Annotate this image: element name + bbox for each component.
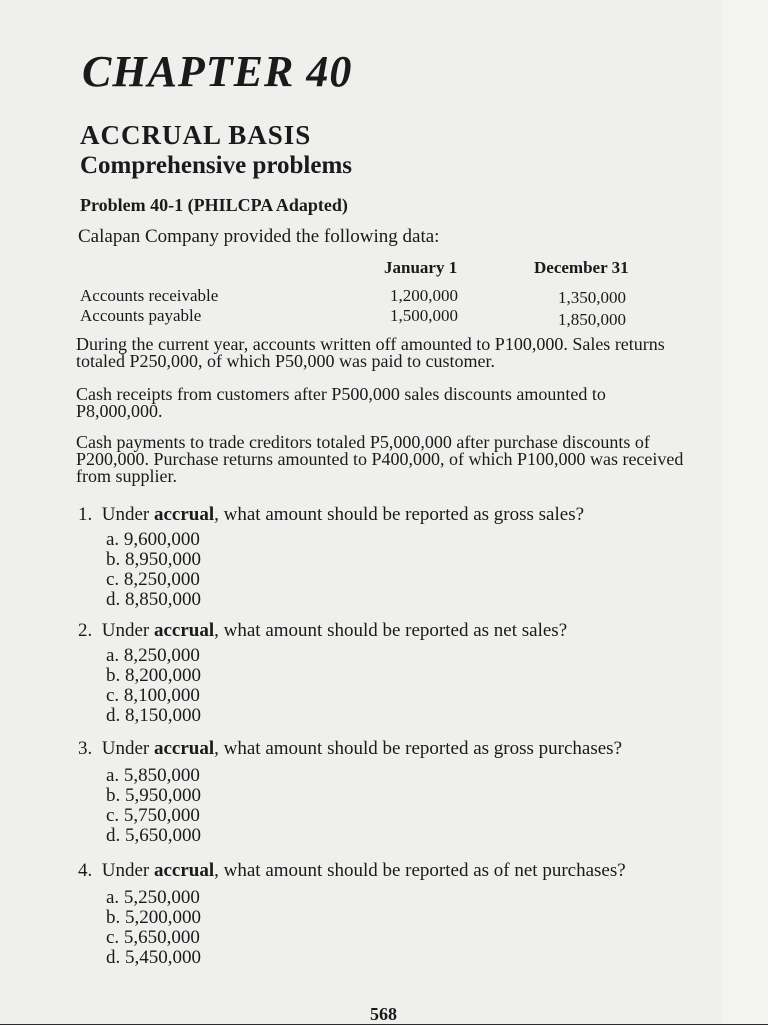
table-cell: 1,500,000 [390, 306, 458, 325]
option: a. 5,850,000 [106, 765, 200, 786]
paragraph: Cash payments to trade creditors totaled P5,000,000 after purchase discounts of P200,000. Purchase returns amounted to P400,000, of which P100,000 was received from supplier. [76, 432, 684, 486]
option: d. 5,450,000 [106, 947, 201, 968]
question-3: 3. Under accrual, what amount should be reported as gross purchases? [78, 738, 623, 759]
question-2-options [106, 646, 201, 726]
table-header-dec: December 31 [534, 258, 629, 277]
paragraph: During the current year, accounts written off amounted to P100,000. Sales returns totaled P250,000, of which P50,000 was paid to customer. [76, 334, 665, 371]
paragraph: Cash receipts from customers after P500,000 sales discounts amounted to P8,000,000. [76, 384, 606, 421]
option: d. 8,850,000 [106, 589, 201, 610]
option: d. 8,150,000 [106, 705, 201, 726]
table-row-label: Accounts payable [80, 306, 202, 325]
table-cell: 1,850,000 [558, 310, 626, 329]
option: c. 5,750,000 [106, 805, 200, 826]
page-number: 568 [370, 1004, 397, 1024]
question-4: 4. Under accrual, what amount should be reported as of net purchases? [78, 860, 626, 881]
page-edge [722, 0, 768, 1024]
option: d. 5,650,000 [106, 825, 201, 846]
intro-text: Calapan Company provided the following data: [78, 226, 440, 247]
option: b. 5,950,000 [106, 785, 201, 806]
problem-title: Problem 40-1 (PHILCPA Adapted) [80, 195, 348, 215]
table-row-label: Accounts receivable [80, 286, 219, 305]
option: b. 8,950,000 [106, 549, 201, 570]
subsection-title: Comprehensive problems [80, 152, 352, 179]
option: c. 5,650,000 [106, 927, 200, 948]
question-2: 2. Under accrual, what amount should be reported as net sales? [78, 620, 568, 641]
question-3-options [106, 766, 201, 846]
table-cell: 1,200,000 [390, 286, 458, 305]
chapter-title: CHAPTER 40 [82, 47, 353, 96]
option: c. 8,250,000 [106, 569, 200, 590]
question-4-options [106, 888, 201, 968]
option: b. 5,200,000 [106, 907, 201, 928]
question-1-options [106, 530, 201, 610]
option: c. 8,100,000 [106, 685, 200, 706]
table-header-jan: January 1 [384, 258, 458, 277]
option: a. 5,250,000 [106, 887, 200, 908]
option: a. 9,600,000 [106, 529, 200, 550]
section-title: ACCRUAL BASIS [80, 120, 312, 150]
option: a. 8,250,000 [106, 645, 200, 666]
table-cell: 1,350,000 [558, 288, 626, 307]
option: b. 8,200,000 [106, 665, 201, 686]
question-1: 1. Under accrual, what amount should be reported as gross sales? [78, 504, 585, 525]
